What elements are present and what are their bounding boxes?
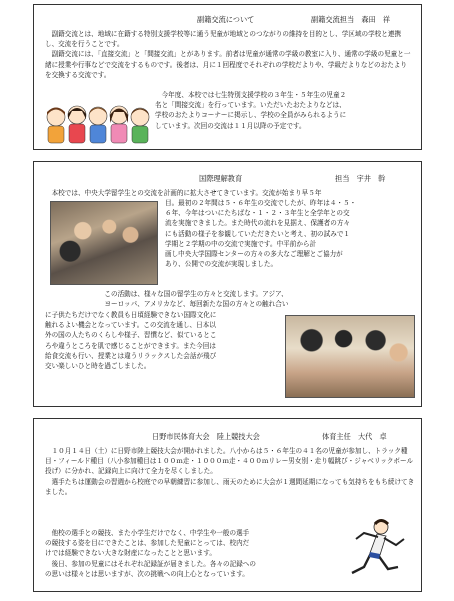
school-lunch-photo	[285, 315, 415, 398]
text-line: 触れるよい機会となっています。この交流を通し、日本以	[45, 321, 216, 330]
text-line: 名と「間接交流」を行っています。いただいたおたよりなどは、	[155, 101, 346, 110]
text-line: にも活動の様子を参観していただきたいと考え、初の試みで１	[165, 229, 351, 238]
section-body-right	[165, 198, 415, 269]
section-title: 国際理解教育	[199, 174, 243, 183]
section-body-right	[155, 90, 415, 131]
text-line: 後日、参加の児童にはそれぞれ記録証が届きました。各々の記録への	[51, 559, 256, 568]
section-body-mid	[45, 289, 415, 309]
section-body	[45, 446, 415, 497]
text-line: けでは経験できない大きな財産になったことと思います。	[45, 549, 216, 558]
text-line: 流を実施できました。また時代の流れを見据え、保護者の方々	[165, 219, 351, 228]
section-body-left	[45, 310, 283, 371]
text-line: 交い楽しいひと時を過ごしました。	[45, 362, 151, 371]
text-line: ６年、今年はついにたちばな・１・２・３年生と全学年との交	[165, 209, 350, 218]
section-body-left	[45, 528, 327, 579]
section-author: 担当 宇井 幹	[335, 174, 386, 183]
section-title: 副籍交流について	[197, 15, 255, 24]
paragraph: 選手たちは運動会の習週から校庭での早朝練習に参加し、雨天のために大会が１週間延期になっても気持ちをもち続けてきました。	[45, 477, 415, 496]
runner-clipart	[334, 515, 414, 587]
child-figure	[89, 107, 107, 143]
text-line: の競技する姿を目にできたことは、参加した児童にとっては、校内だ	[45, 539, 250, 548]
text-line: 給食交流も行い、授業とは違うリラックスした会話が飛び	[45, 351, 217, 360]
text-line: 今年度、本校では七生特別支援学校の３年生・５年生の児童２	[161, 91, 347, 99]
text-line: 外の国の人たちのくらしや様子、習慣など、似ているとこ	[45, 331, 217, 340]
paragraph: 副籍交流とは、地域に在籍する特別支援学校等に通う児童が地域とのつながりの維持を目的とし、学区域の学校と連携し、交流を行うことです。	[45, 30, 402, 49]
text-line: に子供たちだけでなく教員も日頃経験できない国際文化に	[45, 311, 217, 319]
children-clipart	[44, 103, 152, 145]
paragraph: 副籍交流には、「直接交流」と「間接交流」とがあります。前者は児童が通常の学級の教室に入り、通常の学級の児童と一緒に授業や行事などで交流をするものです。後者は、月に１回程度でそれぞれの学校だよりや、学級だよりなどのおたよりを交換する交流です。	[45, 50, 411, 79]
text-line: この活動は、様々な国の留学生の方々と交流します。アジア、	[104, 290, 288, 298]
child-figure	[110, 106, 128, 143]
text-line: しています。次回の交流は１１月以降の予定です。	[155, 121, 306, 130]
text-line: ヨーロッパ、アメリカなど、毎回新たな国の方々との触れ合い	[104, 300, 289, 309]
section-author: 副籍交流担当 森田 祥	[311, 15, 391, 24]
text-line: 学期と２学期の中の交流で実施です。中平前から計	[165, 239, 317, 248]
section-author: 体育主任 大代 卓	[322, 432, 387, 441]
text-line: ろや違うところを肌で感じることができます。また今回は	[45, 341, 216, 350]
section-fuku-seki-koryu	[33, 4, 422, 150]
text-line: あり、公開での交流が実現しました。	[165, 260, 278, 269]
paragraph: １０月１４日（土）に日野市陸上競技大会が開かれました。八小からは５・６年生の４１名の児童が参加し、トラック種目・フィールド種目（八小参加種目は１００ｍ走・１０００ｍ走・４００ｍリレー男女別・走り幅跳び・ジャベリックボール投げ）に分かれ、記録向上に向けて全力を尽くしました。	[45, 447, 414, 476]
section-title: 日野市民体育大会 陸上競技大会	[152, 432, 260, 441]
child-figure	[131, 108, 149, 143]
section-athletics-meet	[33, 418, 422, 592]
section-international-education	[33, 161, 422, 407]
text-line: 他校の選手との競技、また小学生だけでなく、中学生や一般の選手	[51, 529, 250, 537]
text-line: 学校のおたよりコーナーに掲示し、学校の全員がみられるように	[155, 111, 347, 120]
section-body	[45, 29, 413, 80]
exchange-photo	[50, 201, 158, 285]
child-figure	[47, 108, 65, 144]
text-line: 画し中央大学国際センターの方々の多大なご理解とご協力が	[165, 250, 343, 259]
text-line: 本校では、中央大学留学生との交流を計画的に拡大させてきています。交流が始まり早５年	[51, 189, 322, 197]
section-lead	[45, 188, 413, 198]
child-figure	[68, 106, 86, 143]
text-line: の思いは様々とは思いますが、次の挑戦への向上心となっています。	[45, 569, 249, 578]
text-line: 目。最初の２年間は５・６年生の交流でしたが、昨年は４・５・	[165, 199, 357, 207]
